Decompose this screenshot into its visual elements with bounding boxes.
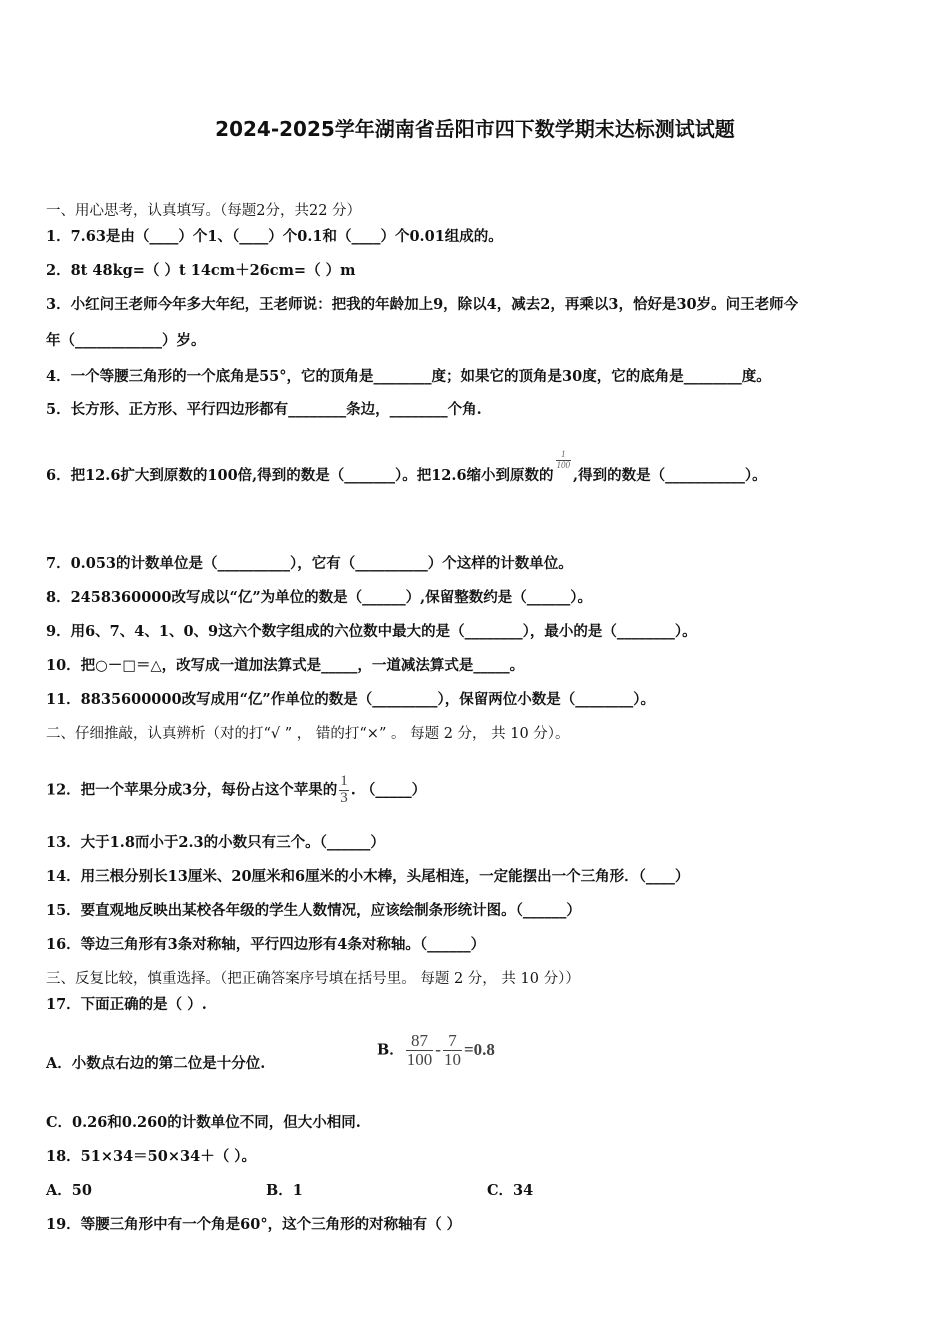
section-3-heading: 三、反复比较，慎重选择。（把正确答案序号填在括号里。 每题 2 分， 共 10 分）） xyxy=(46,971,580,987)
minus-sign: - xyxy=(435,1040,441,1060)
fraction-numerator: 7 xyxy=(443,1032,462,1051)
question-7: 7．0.053的计数单位是（__________），它有（__________）个这样的计数单位。 xyxy=(46,555,573,572)
question-1: 1．7.63是由（____）个1、（____）个0.1和（____）个0.01组成的。 xyxy=(46,228,503,245)
fraction-denominator: 10 xyxy=(443,1049,461,1069)
question-18-option-c: C．34 xyxy=(487,1182,534,1199)
question-17-option-b xyxy=(377,1032,495,1069)
question-15: 15．要直观地反映出某校各年级的学生人数情况，应该绘制条形统计图。（______） xyxy=(46,902,581,919)
question-3-line-1: 3．小红问王老师今年多大年纪，王老师说：把我的年龄加上9，除以4，减去2，再乘以3，恰好是30岁。问王老师今 xyxy=(46,296,799,313)
fraction-numerator: 87 xyxy=(406,1032,434,1051)
question-14: 14．用三根分别长13厘米、20厘米和6厘米的小木棒，头尾相连，一定能摆出一个三角形．（____） xyxy=(46,868,690,885)
question-6 xyxy=(46,449,767,486)
question-10: 10．把○－□＝△，改写成一道加法算式是_____，一道减法算式是_____。 xyxy=(46,657,525,674)
question-19: 19．等腰三角形中有一个角是60°，这个三角形的对称轴有（ ） xyxy=(46,1216,462,1233)
question-18-option-a: A．50 xyxy=(46,1182,92,1199)
question-12-text-b: . （_____） xyxy=(350,781,427,799)
equation-result: =0.8 xyxy=(463,1040,495,1060)
question-16: 16．等边三角形有3条对称轴，平行四边形有4条对称轴。（______） xyxy=(46,936,486,953)
question-11: 11．8835600000改写成用“亿”作单位的数是（_________），保留两位小数是（________）。 xyxy=(46,691,655,708)
question-4: 4．一个等腰三角形的一个底角是55°，它的顶角是________度；如果它的顶角是30度，它的底角是________度。 xyxy=(46,368,771,385)
option-b-fraction-1 xyxy=(406,1032,434,1069)
question-6-text-b: ,得到的数是（___________）。 xyxy=(573,467,767,484)
question-6-fraction xyxy=(556,450,572,470)
question-13: 13．大于1.8而小于2.3的小数只有三个。（______） xyxy=(46,834,385,851)
question-9: 9．用6、7、4、1、0、9这六个数字组成的六位数中最大的是（________），最小的是（________）。 xyxy=(46,623,697,640)
question-12-text-a: 12．把一个苹果分成3分，每份占这个苹果的 xyxy=(46,781,338,799)
question-12 xyxy=(46,774,426,807)
fraction-denominator: 100 xyxy=(406,1049,433,1069)
fraction-numerator: 1 xyxy=(556,450,572,460)
question-18-option-b: B．1 xyxy=(266,1182,303,1199)
question-2: 2．8t 48kg=（ ）t 14cm＋26cm=（ ）m xyxy=(46,262,356,279)
question-17-option-c: C．0.26和0.260的计数单位不同，但大小相同. xyxy=(46,1114,361,1131)
fraction-denominator: 100 xyxy=(556,459,571,470)
option-b-fraction-2 xyxy=(443,1032,462,1069)
question-3-line-2: 年（____________）岁。 xyxy=(46,332,206,349)
option-b-label: B． xyxy=(377,1041,404,1059)
question-12-fraction xyxy=(339,774,349,807)
question-6-text-a: 6．把12.6扩大到原数的100倍,得到的数是（_______）。把12.6缩小到原数的 xyxy=(46,467,554,484)
section-1-heading: 一、用心思考，认真填写。（每题2分，共22 分） xyxy=(46,203,362,219)
question-8: 8．2458360000改写成以“亿”为单位的数是（______）,保留整数约是（______）。 xyxy=(46,589,592,606)
page-title: 2024-2025学年湖南省岳阳市四下数学期末达标测试试题 xyxy=(215,117,735,141)
question-17: 17．下面正确的是（ ）. xyxy=(46,996,207,1013)
question-18: 18．51×34＝50×34＋（ ）。 xyxy=(46,1148,256,1165)
fraction-numerator: 1 xyxy=(340,773,348,789)
fraction-denominator: 3 xyxy=(340,789,348,806)
question-17-option-a: A．小数点右边的第二位是十分位. xyxy=(46,1055,266,1072)
section-2-heading: 二、仔细推敲，认真辨析（对的打“√ ” ， 错的打“×” 。 每题 2 分， 共 10 分）。 xyxy=(46,726,570,742)
question-5: 5．长方形、正方形、平行四边形都有________条边，________个角. xyxy=(46,401,482,418)
